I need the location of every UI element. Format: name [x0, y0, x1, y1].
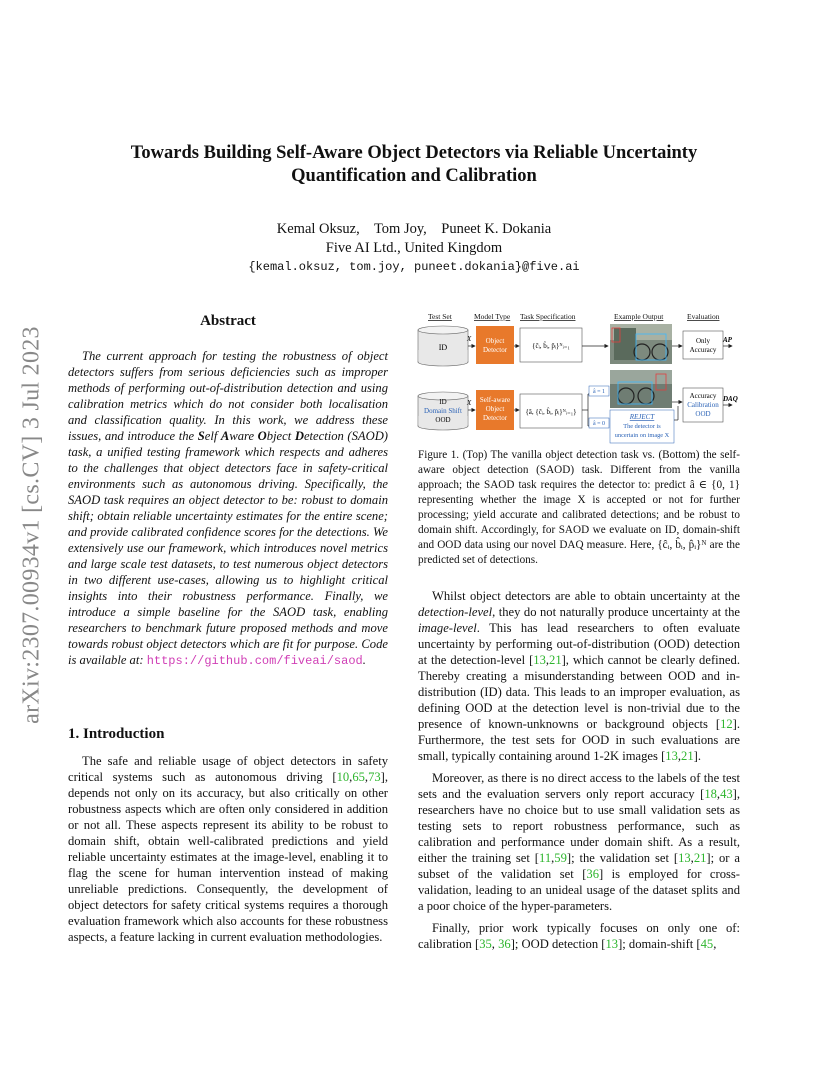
text: ]. Furthermore, the test sets for OOD in such evaluations are small, typically containing around 1-2K images [ [418, 717, 740, 763]
citation[interactable]: 18 [704, 787, 717, 801]
abstract-part: . [362, 653, 366, 667]
citation[interactable]: 45 [700, 937, 714, 951]
text: Whilst object detectors are able to obtain uncertainty at the [432, 589, 740, 603]
text: The safe and reliable usage of object detectors in safety critical systems such as autonomous driving [ [68, 754, 388, 784]
intro-left-column [68, 753, 388, 951]
paragraph [418, 770, 740, 914]
label-a1: â = 1 [592, 389, 606, 395]
text: , [690, 851, 694, 865]
citation[interactable]: 12 [720, 717, 733, 731]
label-calibration: Calibration [687, 401, 719, 409]
abstract-bold: O [257, 429, 267, 443]
text: ], depends not only on its accuracy, but also critically on other robustness aspects which are often only considered in addition or not all. These aspects represent its ability to be robust to domain shift, obtain well-calibrated predictions and yield reliable uncertainty estimates at the image-level, enabling it to flag the scene for human intervention instead of making unreliable predictions. Consequently, the development of object detectors for safety critical systems requires a thorough evaluation framework which also accounts for these robustness aspects, a feature lacking in current evaluation methodologies. [68, 770, 388, 944]
citation[interactable]: 73 [368, 770, 381, 784]
abstract-part: elf [204, 429, 221, 443]
cylinder-bottom [418, 392, 468, 430]
author-emails: {kemal.oksuz, tom.joy, puneet.dokania}@five.ai [248, 260, 580, 274]
citation[interactable]: 36 [498, 937, 511, 951]
abstract-part: etection [303, 429, 344, 443]
label-x: X [467, 335, 472, 343]
paragraph [418, 588, 740, 764]
example-image-top [610, 324, 672, 364]
label-uncertain-1: The detector is [623, 423, 661, 430]
citation[interactable]: 13 [678, 851, 691, 865]
paragraph [68, 753, 388, 945]
text: . This has lead researchers to often evaluate uncertainty by performing out-of-distribution (OOD) detection at the detection-level [ [418, 621, 740, 667]
text: ], which cannot be clearly defined. Thereby creating a misunderstanding between OOD and in-distribution (ID) data. This leads to an improper evaluation, as defining OOD at the detection level is non-trivial due to the presence of known-unknowns or background objects [ [418, 653, 740, 731]
text: Moreover, as there is no direct access to the labels of the test sets and the evaluation servers only report accuracy [ [418, 771, 740, 801]
text: ]; OOD detection [ [510, 937, 606, 951]
text: ] is employed for cross-validation, leading to an unideal usage of the dataset splits and a poor choice of the hyper-parameters. [418, 867, 740, 913]
citation[interactable]: 13 [605, 937, 619, 951]
paper-title [60, 142, 768, 188]
figure-1-caption: Figure 1. (Top) The vanilla object detection task vs. (Bottom) the self-aware object detection (SAOD) task. Different from the vanilla approach; the SAOD task requires the detector to: predict â ∈ {0, 1} representing whether the image X is accepted or not for further processing; yield accurate and calibrated detections; and be robust to domain shift. Accordingly, for SAOD we evaluate on ID, domain-shift and OOD data using our novel DAQ measure. Here, {ĉᵢ, b̂ᵢ, p̂ᵢ}ᴺ are the predicted set of detections. [418, 449, 740, 566]
citation[interactable]: 43 [720, 787, 733, 801]
abstract-part: ware [229, 429, 258, 443]
author-block [60, 220, 768, 258]
label-ood: OOD [435, 416, 451, 424]
citation[interactable]: 35 [479, 937, 492, 951]
label-id: ID [438, 343, 448, 352]
label-id-2: ID [439, 398, 447, 406]
eval-box-top [683, 331, 723, 359]
header-task-spec: Task Specification [520, 312, 576, 321]
label-self-aware: Self-aware [479, 396, 511, 404]
label-object-2: Object [485, 405, 505, 413]
text: , [491, 937, 499, 951]
code-link[interactable]: https://github.com/fiveai/saod [146, 654, 363, 668]
text: ]. [693, 749, 701, 763]
label-x-2: X [467, 399, 472, 407]
arxiv-watermark [12, 300, 52, 750]
citation[interactable]: 11 [538, 851, 552, 865]
cylinder-top [418, 326, 468, 366]
text: , [551, 851, 555, 865]
spec-bottom: {â, {ĉᵢ, b̂ᵢ, p̂ᵢ}ᴺᵢ₌₁} [525, 408, 577, 416]
abstract-bold: D [294, 429, 304, 443]
label-reject: REJECT [629, 413, 655, 421]
object-detector-box [476, 326, 514, 364]
citation[interactable]: 10 [336, 770, 350, 784]
text: , [713, 937, 717, 951]
text: , [545, 653, 550, 667]
spec-top: {ĉᵢ, b̂ᵢ, p̂ᵢ}ᴺᵢ₌₁ [532, 342, 570, 350]
header-model-type: Model Type [474, 312, 511, 321]
text: , [364, 770, 369, 784]
label-ood-2: OOD [695, 410, 711, 418]
label-detector: Detector [482, 346, 508, 354]
figure-1-diagram [414, 310, 744, 446]
text: ]; or a subset of the validation set [ [418, 851, 740, 881]
citation[interactable]: 21 [549, 653, 562, 667]
text: , [349, 770, 353, 784]
paragraph [418, 920, 740, 952]
text: ], researchers have no choice but to use small validation sets as testing sets to report robustness performance, such as calibration and performance under domain shift. As a result, either the training set [ [418, 787, 740, 865]
affiliation: Five AI Ltd., United Kingdom [325, 240, 503, 256]
header-example-output: Example Output [614, 312, 664, 321]
text-italic: detection-level [418, 605, 493, 619]
text: , [716, 787, 721, 801]
label-ap: AP [723, 336, 732, 344]
authors: Kemal Oksuz, Tom Joy, Puneet K. Dokania [276, 221, 552, 237]
header-test-set: Test Set [428, 312, 452, 321]
section-heading-introduction: 1. Introduction [68, 726, 165, 742]
abstract-bold: A [220, 429, 230, 443]
text: Finally, prior work typically focuses on only one of: calibration [ [418, 921, 740, 951]
citation[interactable]: 36 [586, 867, 599, 881]
abstract-text [68, 348, 388, 669]
citation[interactable]: 65 [352, 770, 365, 784]
header-evaluation: Evaluation [687, 312, 720, 321]
citation[interactable]: 21 [693, 851, 707, 865]
label-accuracy-2: Accuracy [689, 392, 717, 400]
intro-right-column [418, 588, 740, 958]
label-accuracy: Accuracy [689, 346, 717, 354]
abstract-heading: Abstract [200, 313, 256, 329]
text: ]; domain-shift [ [618, 937, 701, 951]
label-a0: â = 0 [592, 421, 606, 427]
label-detector-2: Detector [482, 414, 508, 422]
abstract-part: bject [266, 429, 295, 443]
arxiv-id: arXiv:2307.00934v1 [cs.CV] 3 Jul 2023 [18, 326, 45, 724]
label-uncertain-2: uncertain on image X [614, 432, 670, 439]
citation[interactable]: 59 [554, 851, 567, 865]
text: ]; the validation set [ [566, 851, 679, 865]
label-daq: DAQ [723, 395, 738, 403]
abstract-part: (SAOD) task, a unified testing framework which respects and adheres to the challenges that object detectors face in safety-critical environments such as autonomous driving. Specifically, the SAOD task requires an object detector to be: robust to domain shift; obtain reliable uncertainty estimates for the entire scene; and provide calibrated confidence scores for the detections. We extensively use our framework, which introduces novel metrics and large scale test datasets, to test numerous object detectors in two different use-cases, allowing us to highlight critical insights into their robustness performance. Finally, we introduce a simple baseline for the SAOD task, enabling researchers to benchmark future proposed methods and move towards robust object detectors which are fit for purpose. Code is available at: [68, 429, 388, 667]
text: , [677, 749, 682, 763]
citation[interactable]: 21 [681, 749, 694, 763]
text: , they do not naturally produce uncertainty at the [492, 605, 740, 619]
label-domain-shift: Domain Shift [424, 407, 462, 415]
text-italic: image-level [418, 621, 477, 635]
abstract-bold: S [197, 429, 205, 443]
title-line-2: Quantification and Calibration [291, 166, 537, 186]
label-object: Object [485, 337, 505, 345]
label-only: Only [696, 337, 710, 345]
citation[interactable]: 13 [533, 653, 546, 667]
title-line-1: Towards Building Self-Aware Object Detectors via Reliable Uncertainty [130, 143, 698, 163]
citation[interactable]: 13 [665, 749, 678, 763]
example-image-bottom [610, 370, 672, 408]
abstract-part: The current approach for testing the robustness of object detectors suffers from serious deficiencies such as improper methods of performing out-of-distribution detection and using calibration metrics which do not consider both localisation and classification quality. In this work, we address these issues, and introduce the [68, 349, 388, 443]
